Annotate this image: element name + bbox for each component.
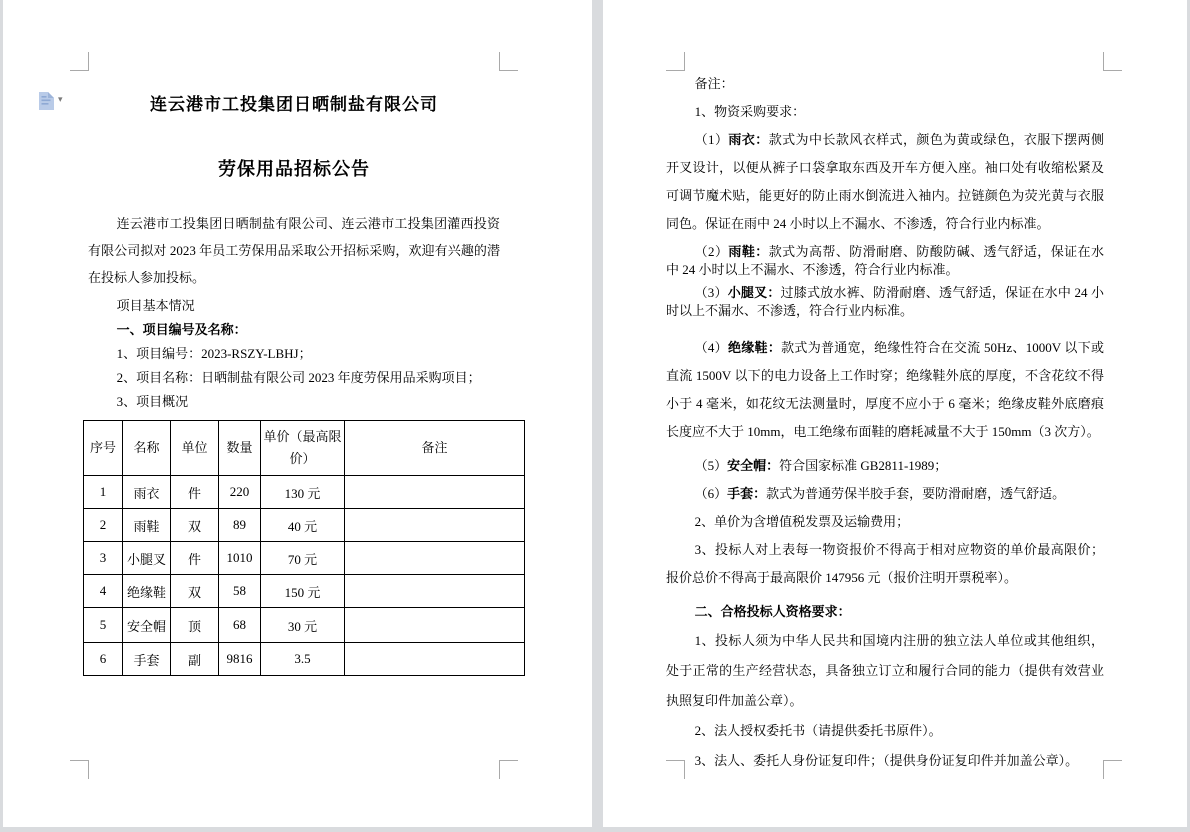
cell-unit: 件	[171, 542, 219, 575]
note-item-helmet	[666, 452, 1104, 480]
page-2	[603, 0, 1187, 827]
page-2-content	[666, 70, 1104, 776]
cell-qty: 220	[219, 476, 261, 509]
page-1	[3, 0, 592, 827]
cell-seq: 3	[84, 542, 123, 575]
item-text: 符合国家标准 GB2811-1989；	[779, 458, 948, 473]
page-1-content	[88, 70, 500, 676]
section-2-heading: 二、合格投标人资格要求：	[694, 604, 851, 619]
cell-seq: 6	[84, 643, 123, 676]
table-row	[84, 542, 525, 575]
cell-name: 雨衣	[123, 476, 171, 509]
section-basic-info: 项目基本情况	[116, 298, 195, 313]
note-item-gloves	[666, 480, 1104, 508]
cell-unit: 双	[171, 509, 219, 542]
item-text: 过膝式放水裤、防滑耐磨、透气舒适，保证在水中 24 小时以上不漏水、不渗透，符合行业内标准。	[666, 285, 1104, 318]
cell-price: 40 元	[261, 509, 345, 542]
cell-unit: 件	[171, 476, 219, 509]
cell-name: 手套	[123, 643, 171, 676]
margin-crop-mark-bottom-right	[499, 760, 518, 779]
cell-price: 70 元	[261, 542, 345, 575]
item-name: 小腿叉：	[727, 285, 781, 300]
cell-note	[345, 575, 525, 608]
item-number: （4）	[694, 340, 728, 355]
procurement-requirements-label: 1、物资采购要求：	[694, 104, 806, 119]
cell-unit: 双	[171, 575, 219, 608]
table-row	[84, 608, 525, 643]
cell-unit: 顶	[171, 608, 219, 643]
cell-seq: 5	[84, 608, 123, 643]
note-item-rainboots	[666, 243, 1104, 279]
note-item-insulated-shoes	[666, 334, 1104, 446]
cell-qty: 68	[219, 608, 261, 643]
cell-name: 绝缘鞋	[123, 575, 171, 608]
cell-note	[345, 608, 525, 643]
item-name: 雨鞋：	[728, 244, 769, 259]
paste-options-icon	[39, 92, 54, 110]
item-number: （1）	[694, 132, 729, 147]
intro-paragraph: 连云港市工投集团日晒制盐有限公司、连云港市工投集团灌西投资有限公司拟对 2023 年员工劳保用品采取公开招标采购，欢迎有兴趣的潜在投标人参加投标。	[88, 216, 500, 285]
table-header-row	[84, 421, 525, 476]
item-name: 雨衣：	[728, 132, 769, 147]
qualification-1: 1、投标人须为中华人民共和国境内注册的独立法人单位或其他组织，处于正常的生产经营状态，具备独立订立和履行合同的能力（提供有效营业执照复印件加盖公章）。	[666, 633, 1104, 708]
qualification-3: 3、法人、委托人身份证复印件；（提供身份证复印件并加盖公章）。	[694, 753, 1079, 768]
item-number: （2）	[694, 244, 729, 259]
section-1-heading: 一、项目编号及名称：	[116, 322, 247, 337]
cell-note	[345, 509, 525, 542]
margin-crop-mark-top-left	[70, 52, 89, 71]
cell-note	[345, 643, 525, 676]
cell-seq: 1	[84, 476, 123, 509]
cell-unit: 副	[171, 643, 219, 676]
item-text: 款式为高帮、防滑耐磨、防酸防碱、透气舒适，保证在水中 24 小时以上不漏水、不渗透，符合行业内标准。	[666, 244, 1104, 277]
col-header-name: 名称	[123, 421, 171, 476]
cell-name: 小腿叉	[123, 542, 171, 575]
item-name: 安全帽：	[727, 458, 780, 473]
margin-crop-mark-top-right	[499, 52, 518, 71]
cell-price: 30 元	[261, 608, 345, 643]
item-text: 款式为普通劳保半胶手套，要防滑耐磨，透气舒适。	[766, 486, 1066, 501]
col-header-qty: 数量	[219, 421, 261, 476]
table-row	[84, 509, 525, 542]
margin-crop-mark-bottom-right	[1103, 760, 1122, 779]
note-price-tax: 2、单价为含增值税发票及运输费用；	[694, 514, 910, 529]
note-item-waders	[666, 284, 1104, 320]
cell-qty: 9816	[219, 643, 261, 676]
qualification-2: 2、法人授权委托书（请提供委托书原件）。	[694, 723, 942, 738]
goods-spec-table	[83, 420, 525, 676]
cell-qty: 89	[219, 509, 261, 542]
col-header-seq: 序号	[84, 421, 123, 476]
table-row	[84, 575, 525, 608]
col-header-unit: 单位	[171, 421, 219, 476]
cell-note	[345, 476, 525, 509]
margin-crop-mark-top-left	[666, 52, 685, 71]
item-number: （6）	[694, 486, 728, 501]
project-number-line: 1、项目编号：2023-RSZY-LBHJ；	[116, 346, 312, 361]
cell-price: 150 元	[261, 575, 345, 608]
note-price-limit: 3、投标人对上表每一物资报价不得高于相对应物资的单价最高限价；报价总价不得高于最高限价 147956 元（报价注明开票税率）。	[666, 542, 1104, 585]
cell-seq: 2	[84, 509, 123, 542]
col-header-price: 单价（最高限价）	[261, 421, 345, 476]
item-number: （3）	[694, 285, 728, 300]
item-number: （5）	[694, 458, 728, 473]
col-header-note: 备注	[345, 421, 525, 476]
note-item-raincoat	[666, 126, 1104, 238]
cell-price: 3.5	[261, 643, 345, 676]
cell-note	[345, 542, 525, 575]
cell-qty: 1010	[219, 542, 261, 575]
document-title: 劳保用品招标公告	[218, 159, 370, 179]
cell-price: 130 元	[261, 476, 345, 509]
cell-seq: 4	[84, 575, 123, 608]
item-name: 手套：	[727, 486, 767, 501]
cell-qty: 58	[219, 575, 261, 608]
cell-name: 安全帽	[123, 608, 171, 643]
margin-crop-mark-top-right	[1103, 52, 1122, 71]
project-overview-line: 3、项目概况	[116, 394, 189, 409]
item-name: 绝缘鞋：	[727, 340, 782, 355]
company-title: 连云港市工投集团日晒制盐有限公司	[150, 95, 438, 114]
cell-name: 雨鞋	[123, 509, 171, 542]
paste-options-button[interactable]	[36, 90, 70, 112]
project-name-line: 2、项目名称：日晒制盐有限公司 2023 年度劳保用品采购项目；	[116, 370, 481, 385]
notes-label: 备注：	[694, 76, 734, 91]
item-text: 款式为普通宽，绝缘性符合在交流 50Hz、1000V 以下或直流 1500V 以下的电力设备上工作时穿；绝缘鞋外底的厚度，不含花纹不得小于 4 毫米，如花纹无法测量时，厚度不应小于 6 毫米；绝缘皮鞋外底磨痕长度应不大于 10mm，电工绝缘布面鞋的磨耗减量不大于 150mm（3 次方）。	[666, 340, 1104, 439]
table-row	[84, 643, 525, 676]
paste-options-dropdown-icon[interactable]: ▾	[58, 95, 63, 105]
table-row	[84, 476, 525, 509]
item-text: 款式为中长款风衣样式，颜色为黄或绿色，衣服下摆两侧开叉设计，以便从裤子口袋拿取东西及开车方便入座。袖口处有收缩松紧及可调节魔术贴，能更好的防止雨水倒流进入袖内。拉链颜色为荧光黄与衣服同色。保证在雨中 24 小时以上不漏水、不渗透，符合行业内标准。	[666, 132, 1104, 231]
margin-crop-mark-bottom-left	[70, 760, 89, 779]
